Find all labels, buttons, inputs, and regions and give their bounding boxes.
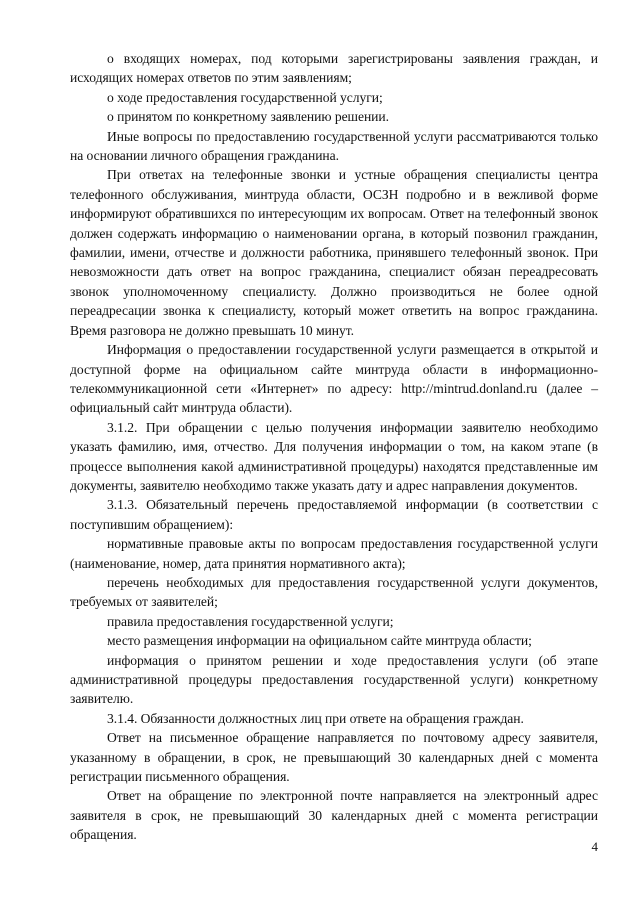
document-body — [70, 49, 598, 845]
paragraph-section-3-1-3: 3.1.3. Обязательный перечень предоставляемой информации (в соответствии с поступившим обращением): — [70, 497, 598, 532]
paragraph-decision-info: информация о принятом решении и ходе предоставления услуги (об этапе административной процедуры предоставления государственной услуги) конкретному заявителю. — [70, 652, 598, 707]
paragraph-incoming-numbers: о входящих номерах, под которыми зарегистрированы заявления граждан, и исходящих номерах ответов по этим заявлениям; — [70, 51, 598, 86]
paragraph-website-info: Информация о предоставлении государственной услуги размещается в открытой и доступной форме на официальном сайте минтруда области в информационно-телекоммуникационной сети «Интернет» по адресу: http://mintrud.donland.ru (далее – официальный сайт минтруда области). — [70, 342, 598, 416]
paragraph-normative-acts: нормативные правовые акты по вопросам предоставления государственной услуги (наименование, номер, дата принятия нормативного акта); — [70, 536, 598, 571]
paragraph-other-questions: Иные вопросы по предоставлению государственной услуги рассматриваются только на основании личного обращения гражданина. — [70, 128, 598, 164]
paragraph-section-3-1-2: 3.1.2. При обращении с целью получения информации заявителю необходимо указать фамилию, имя, отчество. Для получения информации о том, на каком этапе (в процессе выполнения какой административной процедуры) находятся представленные им документы, заявителю необходимо также указать дату и адрес направления документов. — [70, 419, 598, 493]
paragraph-service-progress: о ходе предоставления государственной услуги; — [107, 89, 383, 105]
paragraph-required-documents: перечень необходимых для предоставления государственной услуги документов, требуемых от заявителей; — [70, 574, 598, 610]
paragraph-written-reply: Ответ на письменное обращение направляется по почтовому адресу заявителя, указанному в обращении, в срок, не превышающий 30 календарных дней с момента регистрации письменного обращения. — [70, 730, 598, 785]
paragraph-decision: о принятом по конкретному заявлению решении. — [107, 109, 389, 125]
paragraph-email-reply: Ответ на обращение по электронной почте направляется на электронный адрес заявителя в срок, не превышающий 30 календарных дней с момента регистрации обращения. — [70, 788, 598, 843]
paragraph-website-location: место размещения информации на официальном сайте минтруда области; — [107, 633, 532, 649]
paragraph-service-rules: правила предоставления государственной услуги; — [107, 613, 394, 629]
page-number: 4 — [591, 839, 598, 854]
paragraph-phone-answers: При ответах на телефонные звонки и устные обращения специалисты центра телефонного обслуживания, минтруда области, ОСЗН подробно и в вежливой форме информируют обратившихся по интересующим их вопросам. Ответ на телефонный звонок должен содержать информацию о наименовании органа, в который позвонил гражданин, фамилии, имени, отчестве и должности работника, принявшего телефонный звонок. При невозможности дать ответ на вопрос гражданина, специалист обязан переадресовать звонок уполномоченному специалисту. Должно производиться не более одной переадресации звонка к специалисту, который может ответить на вопрос гражданина. Время разговора не должно превышать 10 минут. — [70, 167, 598, 338]
paragraph-section-3-1-4: 3.1.4. Обязанности должностных лиц при ответе на обращения граждан. — [107, 710, 524, 726]
